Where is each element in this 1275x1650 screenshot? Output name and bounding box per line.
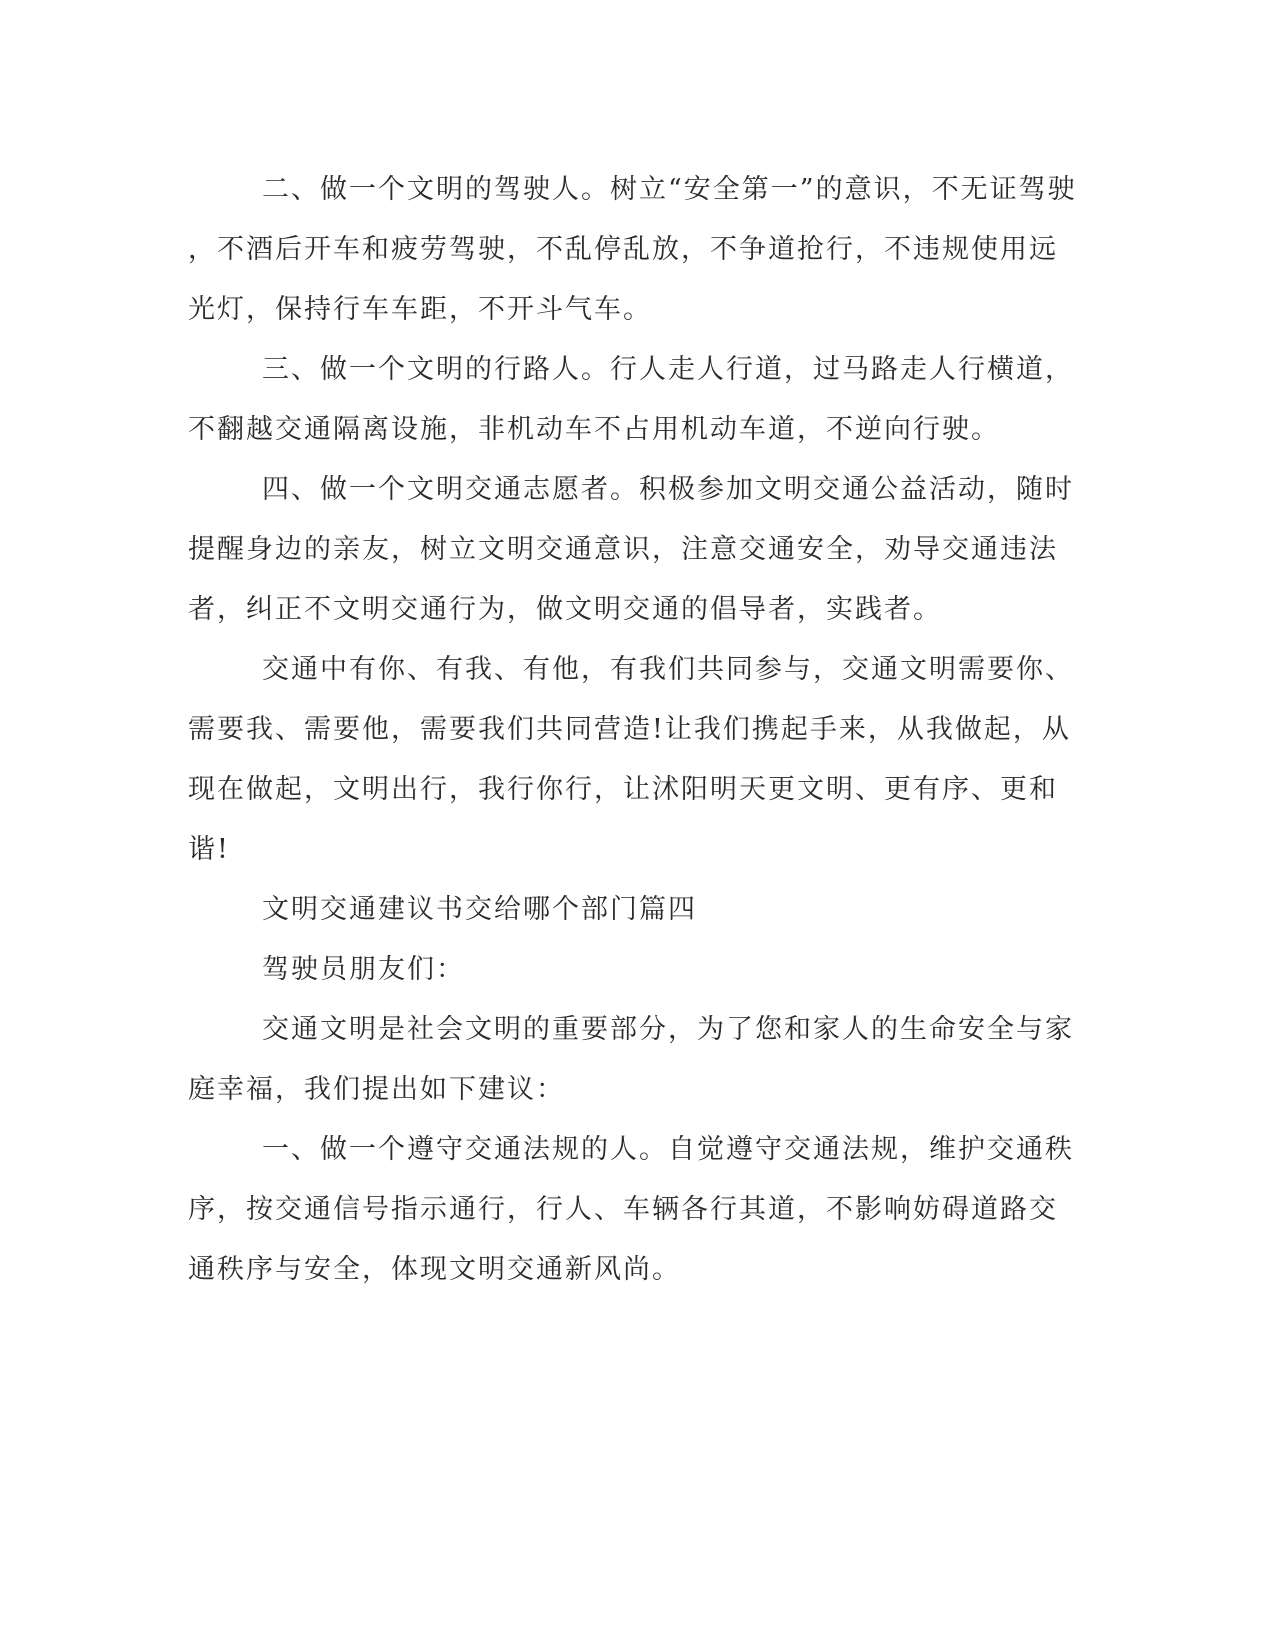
text-line: 庭幸福，我们提出如下建议： xyxy=(188,1074,565,1105)
paragraph-law-abiding xyxy=(188,1120,1088,1300)
text-line: 需要我、需要他，需要我们共同营造!让我们携起手来，从我做起，从 xyxy=(188,714,1071,745)
document-body xyxy=(188,160,1088,1300)
text-line: 三、做一个文明的行路人。行人走人行道，过马路走人行横道， xyxy=(262,354,1074,385)
text-line: 二、做一个文明的驾驶人。树立“安全第一”的意识，不无证驾驶 xyxy=(262,174,1077,205)
paragraph-closing xyxy=(188,640,1088,880)
text-line: 提醒身边的亲友，树立文明交通意识，注意交通安全，劝导交通违法 xyxy=(188,534,1058,565)
text-line: ，不酒后开车和疲劳驾驶，不乱停乱放，不争道抢行，不违规使用远 xyxy=(188,234,1058,265)
text-line: 谐! xyxy=(188,834,230,865)
paragraph-intro xyxy=(188,1000,1088,1120)
paragraph-driver xyxy=(188,160,1088,340)
paragraph-volunteer xyxy=(188,460,1088,640)
text-line: 一、做一个遵守交通法规的人。自觉遵守交通法规，维护交通秩 xyxy=(262,1134,1074,1165)
paragraph-pedestrian xyxy=(188,340,1088,460)
salutation-text: 驾驶员朋友们： xyxy=(262,954,465,985)
text-line: 不翻越交通隔离设施，非机动车不占用机动车道，不逆向行驶。 xyxy=(188,414,1000,445)
section-heading xyxy=(188,880,1088,940)
text-line: 光灯，保持行车车距，不开斗气车。 xyxy=(188,294,652,325)
text-line: 者，纠正不文明交通行为，做文明交通的倡导者，实践者。 xyxy=(188,594,942,625)
text-line: 交通文明是社会文明的重要部分，为了您和家人的生命安全与家 xyxy=(262,1014,1074,1045)
text-line: 四、做一个文明交通志愿者。积极参加文明交通公益活动，随时 xyxy=(262,474,1074,505)
text-line: 通秩序与安全，体现文明交通新风尚。 xyxy=(188,1254,681,1285)
text-line: 交通中有你、有我、有他，有我们共同参与，交通文明需要你、 xyxy=(262,654,1074,685)
text-line: 序，按交通信号指示通行，行人、车辆各行其道，不影响妨碍道路交 xyxy=(188,1194,1058,1225)
section-title: 文明交通建议书交给哪个部门篇四 xyxy=(262,894,697,925)
salutation xyxy=(188,940,1088,1000)
text-line: 现在做起，文明出行，我行你行，让沭阳明天更文明、更有序、更和 xyxy=(188,774,1058,805)
